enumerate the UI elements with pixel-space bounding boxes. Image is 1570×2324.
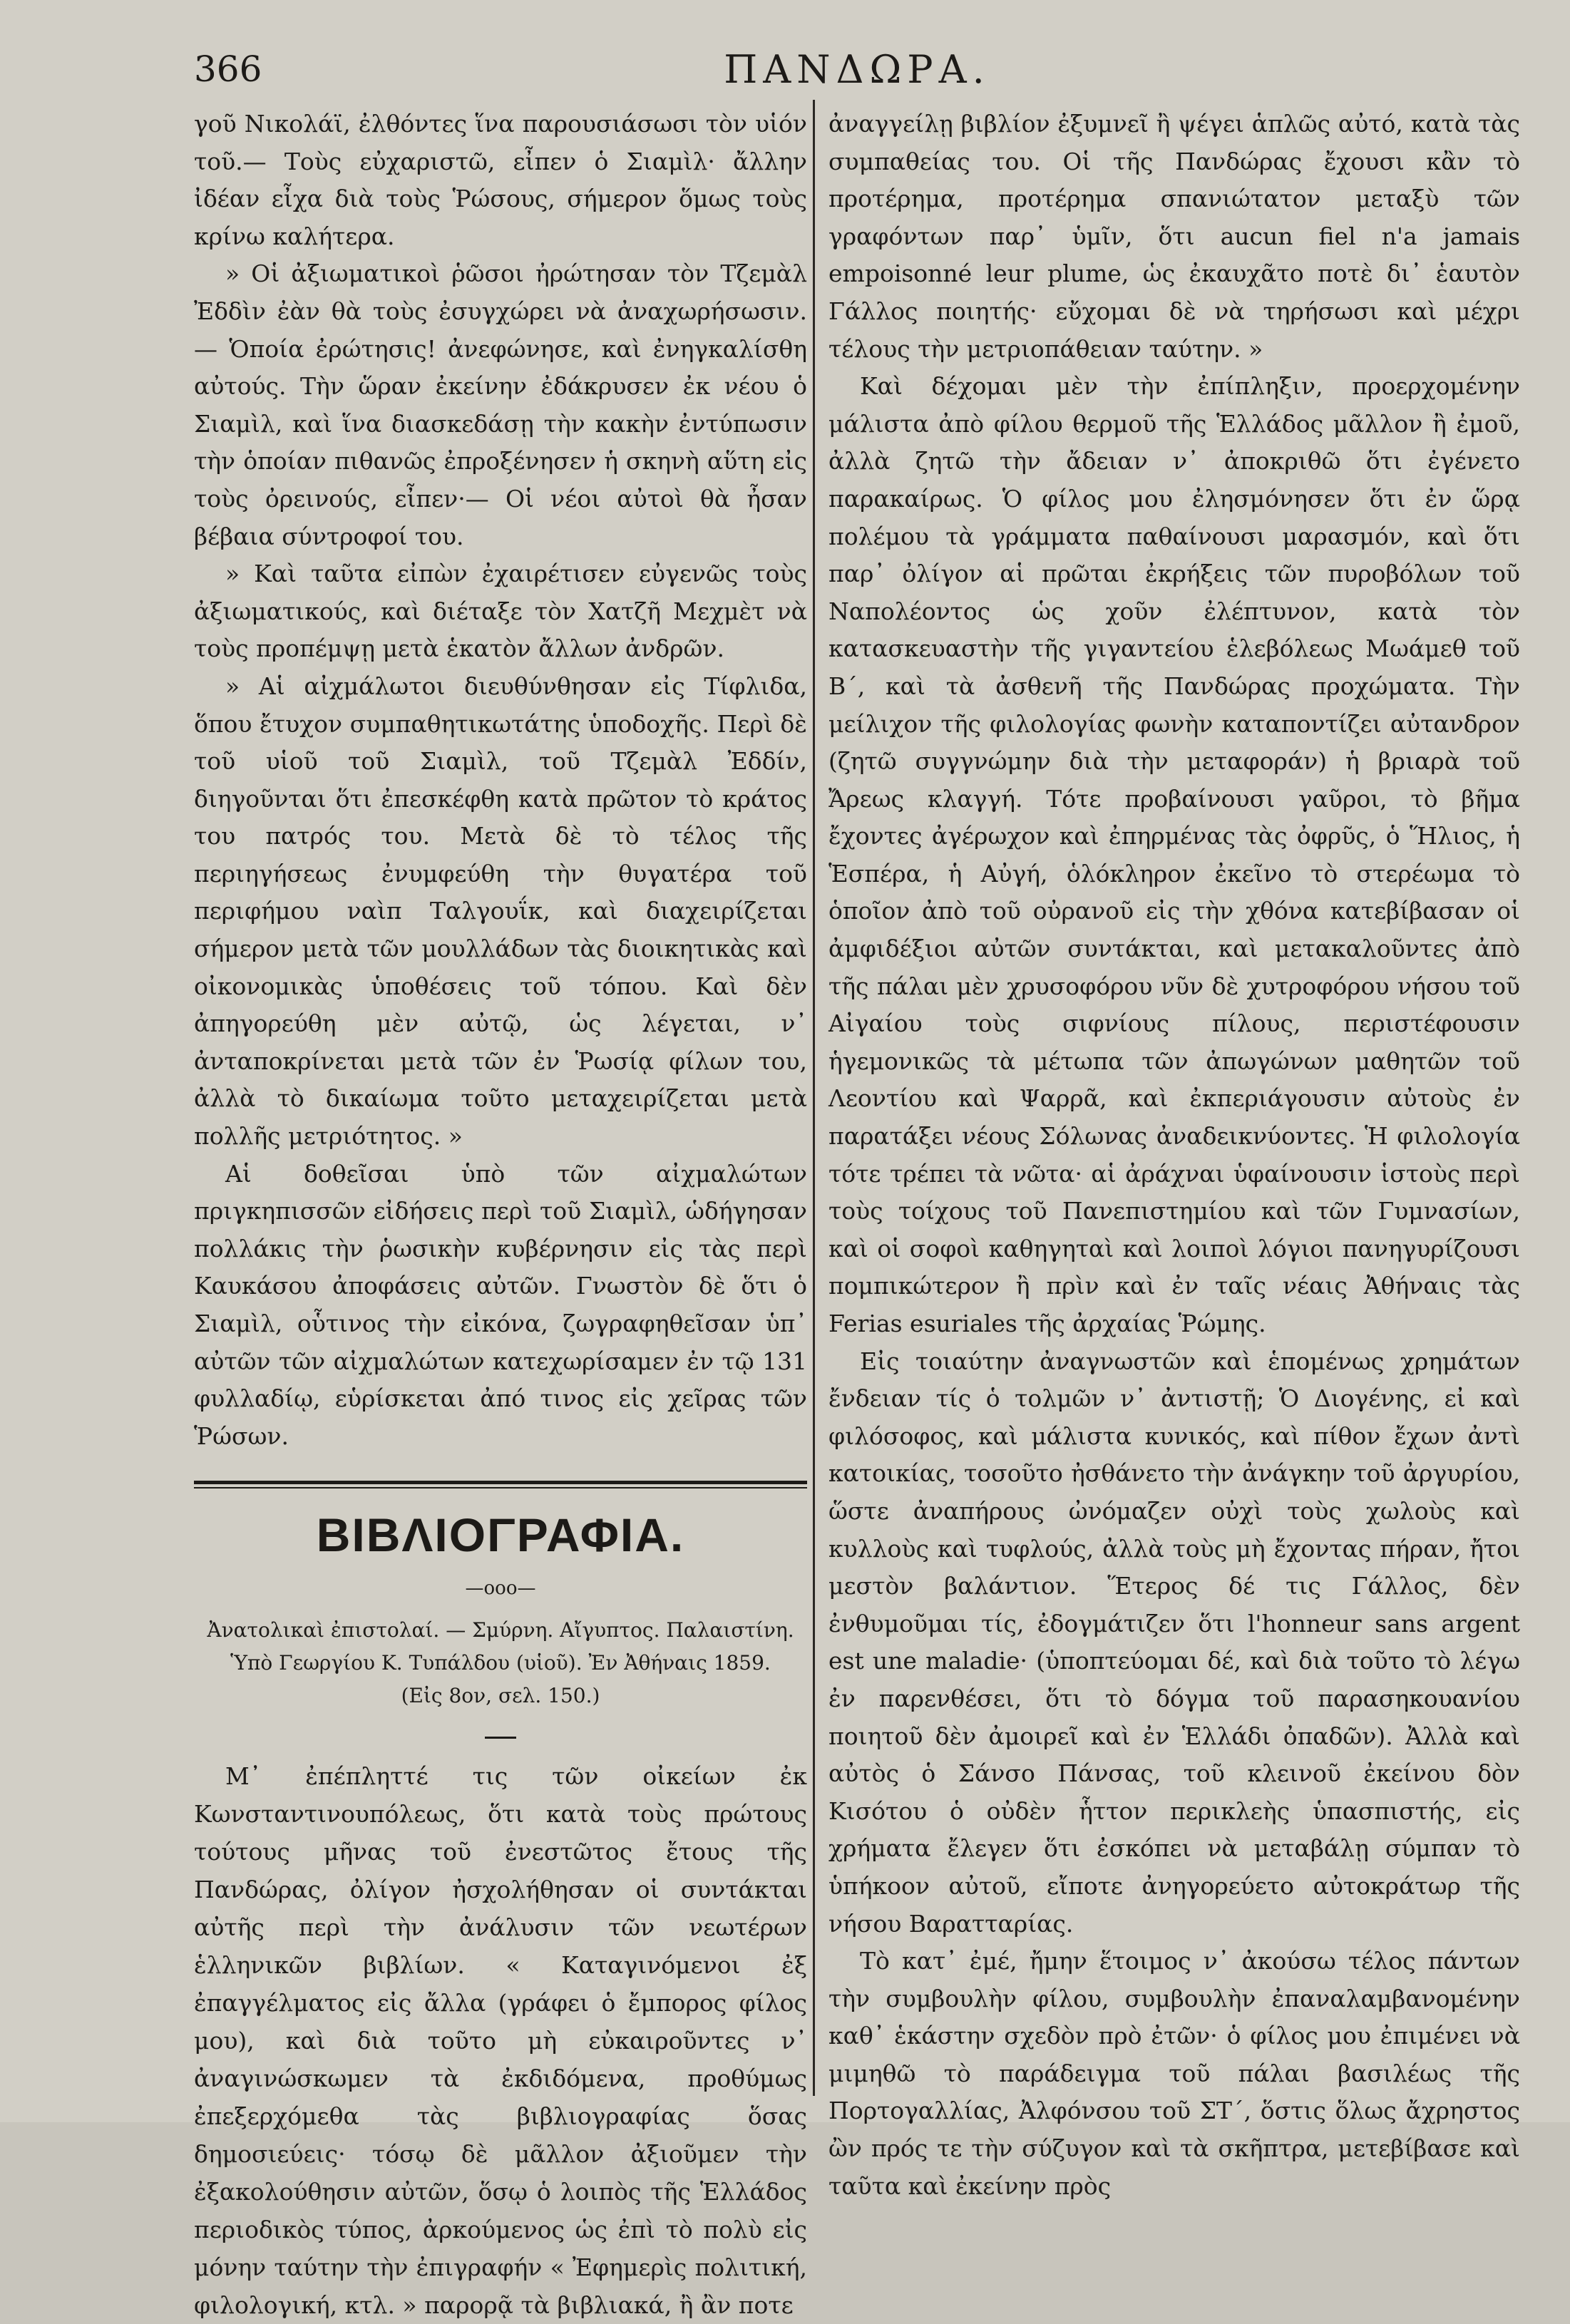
paragraph: ἀναγγείλῃ βιβλίον ἐξυμνεῖ ἢ ψέγει ἁπλῶς αὐτό, κατὰ τὰς συμπαθείας του. Οἱ τῆς Πανδώρας ἔχουσι κἂν τὸ προτέρημα, προτέρημα σπανιώτατον μεταξὺ τῶν γραφόντων παρ᾽ ὑμῖν, ὅτι aucun fiel n'a jamais empoisonné leur plume, ὡς ἐκαυχᾶτο ποτὲ δι᾽ ἑαυτὸν Γάλλος ποιητής· εὔχομαι δὲ νὰ τηρήσωσι καὶ μέχρι τέλους τὴν μετριοπάθειαν ταύτην. » bbox=[828, 110, 1520, 363]
paragraph: Μ᾽ ἐπέπληττέ τις τῶν οἰκείων ἐκ Κωνσταντινουπόλεως, ὅτι κατὰ τοὺς πρώτους τούτους μῆνας τοῦ ἐνεστῶτος ἔτους τῆς Πανδώρας, ὀλίγον ἠσχολήθησαν οἱ συντάκται αὐτῆς περὶ τὴν ἀνάλυσιν τῶν νεωτέρων ἑλληνικῶν βιβλίων. « Καταγινόμενοι ἐξ ἐπαγγέλματος εἰς ἄλλα (γράφει ὁ ἔμπορος φίλος μου), καὶ διὰ τοῦτο μὴ εὐκαιροῦντες ν᾽ ἀναγινώσκωμεν τὰ ἐκδιδόμενα, προθύμως ἐπεξερχόμεθα τὰς βιβλιογραφίας ὅσας δημοσιεύεις· τόσῳ δὲ μᾶλλον ἀξιοῦμεν τὴν ἐξακολούθησιν αὐτῶν, ὅσῳ ὁ λοιπὸς τῆς Ἑλλάδος περιοδικὸς τύπος, ἀρκούμενος ὡς ἐπὶ τὸ πολὺ εἰς μόνην ταύτην τὴν ἐπιγραφήν « Ἐφημερὶς πολιτική, φιλολογική, κτλ. » παρορᾷ τὰ βιβλιακά, ἢ ἂν ποτε bbox=[194, 1762, 807, 2320]
column-divider bbox=[813, 100, 815, 2096]
page-header bbox=[194, 41, 1520, 98]
paragraph: » Αἱ αἰχμάλωτοι διευθύνθησαν εἰς Τίφλιδα, ὅπου ἔτυχον συμπαθητικωτάτης ὑποδοχῆς. Περὶ δὲ τοῦ υἱοῦ τοῦ Σιαμὶλ, τοῦ Τζεμὰλ Ἐδδίν, διηγοῦνται ὅτι ἐπεσκέφθη κατὰ πρῶτον τὸ κράτος του πατρός του. Μετὰ δὲ τὸ τέλος τῆς περιηγήσεως ἐνυμφεύθη τὴν θυγατέρα τοῦ περιφήμου ναὶπ Ταλγουΐκ, καὶ διαχειρίζεται σήμερον μετὰ τῶν μουλλάδων τὰς διοικητικὰς καὶ οἰκονομικὰς ὑποθέσεις τοῦ τόπου. Καὶ δὲν ἀπηγορεύθη μὲν αὐτῷ, ὡς λέγεται, ν᾽ ἀνταποκρίνεται μετὰ τῶν ἐν Ῥωσίᾳ φίλων του, ἀλλὰ τὸ δικαίωμα τοῦτο μεταχειρίζεται μετὰ πολλῆς μετριότητος. » bbox=[194, 672, 807, 1151]
short-divider bbox=[485, 1737, 516, 1739]
left-column bbox=[194, 106, 807, 2324]
section-separator: —οοο— bbox=[465, 1578, 536, 1600]
section-title: ΒΙΒΛΙΟΓΡΑΦΙΑ. bbox=[316, 1508, 685, 1562]
citation-line-3: (Εἰς 8ον, σελ. 150.) bbox=[401, 1684, 600, 1708]
paragraph: » Καὶ ταῦτα εἰπὼν ἐχαιρέτισεν εὐγενῶς τοὺς ἀξιωματικούς, καὶ διέταξε τὸν Χατζῆ Μεχμὲτ νὰ τοὺς προπέμψῃ μετὰ ἑκατὸν ἄλλων ἀνδρῶν. bbox=[194, 560, 807, 663]
running-title: ΠΑΝΔΩΡΑ. bbox=[724, 47, 990, 92]
section-rule-thick bbox=[194, 1481, 807, 1484]
page-number: 366 bbox=[194, 48, 262, 90]
citation-line-1: Ἀνατολικαὶ ἐπιστολαί. — Σμύρνη. Αἴγυπτος. Παλαιστίνη. bbox=[207, 1618, 794, 1642]
right-column bbox=[828, 106, 1520, 2205]
paragraph: Εἰς τοιαύτην ἀναγνωστῶν καὶ ἑπομένως χρημάτων ἔνδειαν τίς ὁ τολμῶν ν᾽ ἀντιστῇ; Ὁ Διογένης, εἰ καὶ φιλόσοφος, καὶ μάλιστα κυνικός, καὶ πίθον ἔχων ἀντὶ κατοικίας, τοσοῦτο ἠσθάνετο τὴν ἀνάγκην τοῦ ἀργυρίου, ὥστε ἀναπήρους ὠνόμαζεν οὐχὶ τοὺς χωλοὺς καὶ κυλλοὺς καὶ τυφλούς, ἀλλὰ τοὺς μὴ ἔχοντας πήραν, ἤτοι μεστὸν βαλάντιον. Ἕτερος δέ τις Γάλλος, δὲν ἐνθυμοῦμαι τίς, ἐδογμάτιζεν ὅτι l'honneur sans argent est une maladie· (ὑποπτεύομαι δέ, καὶ διὰ τοῦτο τὸ λέγω ἐν παρενθέσει, ὅτι τὸ δόγμα τοῦ παρασηκουανίου ποιητοῦ δὲν ἀμοιρεῖ καὶ ἐν Ἑλλάδι ὀπαδῶν). Ἀλλὰ καὶ αὐτὸς ὁ Σάνσο Πάνσας, τοῦ κλεινοῦ ἐκείνου δὸν Κισότου ὁ οὐδὲν ἧττον περικλεὴς ὑπασπιστής, εἰς χρήματα ἔλεγεν ὅτι ἐσκόπει νὰ μεταβάλῃ σύμπαν τὸ ὑπήκοον αὐτοῦ, εἴποτε ἀνηγορεύετο αὐτοκράτωρ τῆς νήσου Βαρατταρίας. bbox=[828, 1347, 1520, 1938]
paragraph: » Οἱ ἀξιωματικοὶ ῥῶσοι ἠρώτησαν τὸν Τζεμὰλ Ἐδδὶν ἐὰν θὰ τοὺς ἐσυγχώρει νὰ ἀναχωρήσωσιν.— Ὁποία ἐρώτησις! ἀνεφώνησε, καὶ ἐνηγκαλίσθη αὐτούς. Τὴν ὥραν ἐκείνην ἐδάκρυσεν ἐκ νέου ὁ Σιαμὶλ, καὶ ἵνα διασκεδάσῃ τὴν κακὴν ἐντύπωσιν τὴν ὁποίαν πιθανῶς ἐπροξένησεν ἡ σκηνὴ αὕτη εἰς τοὺς ὀρεινούς, εἶπεν·— Οἱ νέοι αὐτοὶ θὰ ἦσαν βέβαια σύντροφοί του. bbox=[194, 259, 807, 550]
paragraph: γοῦ Νικολάϊ, ἐλθόντες ἵνα παρουσιάσωσι τὸν υἱόν τοῦ.— Τοὺς εὐχαριστῶ, εἶπεν ὁ Σιαμὶλ· ἄλλην ἰδέαν εἶχα διὰ τοὺς Ῥώσους, σήμερον ὅμως τοὺς κρίνω καλήτερα. bbox=[194, 110, 807, 250]
citation-line-2: Ὑπὸ Γεωργίου Κ. Τυπάλδου (υἱοῦ). Ἐν Ἀθήναις 1859. bbox=[230, 1651, 771, 1675]
paragraph: Καὶ δέχομαι μὲν τὴν ἐπίπληξιν, προερχομένην μάλιστα ἀπὸ φίλου θερμοῦ τῆς Ἑλλάδος μᾶλλον ἢ ἐμοῦ, ἀλλὰ ζητῶ τὴν ἄδειαν ν᾽ ἀποκριθῶ ὅτι ἐγένετο παρακαίρως. Ὁ φίλος μου ἐλησμόνησεν ὅτι ἐν ὥρᾳ πολέμου τὰ γράμματα παθαίνουσι μαρασμόν, καὶ ὅτι παρ᾽ ὀλίγον αἱ πρῶται ἐκρήξεις τῶν πυροβόλων τοῦ Ναπολέοντος ὡς χοῦν ἐλέπτυνον, κατὰ τὸν κατασκευαστὴν τῆς γιγαντείου ἑλεβόλεως Μωάμεθ τοῦ Β΄, καὶ τὰ ἀσθενῆ τῆς Πανδώρας προχώματα. Τὴν μείλιχον τῆς φιλολογίας φωνὴν καταποντίζει αὐτανδρον (ζητῶ συγγνώμην διὰ τὴν μεταφοράν) ἡ βριαρὰ τοῦ Ἄρεως κλαγγή. Τότε προβαίνουσι γαῦροι, τὸ βῆμα ἔχοντες ἀγέρωχον καὶ ἐπηρμένας τὰς ὀφρῦς, ὁ Ἥλιος, ἡ Ἑσπέρα, ἡ Αὐγή, ὁλόκληρον ἐκεῖνο τὸ στερέωμα τὸ ὁποῖον ἀπὸ τοῦ οὐρανοῦ εἰς τὴν χθόνα κατεβίβασαν οἱ ἀμφιδέξιοι αὐτῶν συντάκται, καὶ μετακαλοῦντες ἀπὸ τῆς πάλαι μὲν χρυσοφόρου νῦν δὲ χυτροφόρου νήσου τοῦ Αἰγαίου τοὺς σιφνίους πίλους, περιστέφουσιν ἡγεμονικῶς τὰ μέτωπα τῶν ἀπωγώνων μαθητῶν τοῦ Λεοντίου καὶ Ψαρρᾶ, καὶ ἐκπεριάγουσιν αὐτοὺς ἐν παρατάξει νέους Σόλωνας ἀναδεικνύοντες. Ἡ φιλολογία τότε τρέπει τὰ νῶτα· αἱ ἀράχναι ὑφαίνουσιν ἱστοὺς περὶ τοὺς τοίχους τοῦ Πανεπιστημίου καὶ τῶν Γυμνασίων, καὶ οἱ σοφοὶ καθηγηταὶ καὶ λοιποὶ λόγιοι πανηγυρίζουσι πομπικώτερον ἢ πρὶν καὶ ἐν ταῖς νέαις Ἀθήναις τὰς Ferias esuriales τῆς ἀρχαίας Ῥώμης. bbox=[828, 372, 1520, 1337]
section-rule-thin bbox=[194, 1487, 807, 1489]
right-article-text bbox=[828, 106, 1520, 2205]
paragraph: Τὸ κατ᾽ ἐμέ, ἤμην ἕτοιμος ν᾽ ἀκούσω τέλος πάντων τὴν συμβουλὴν φίλου, συμβουλὴν ἐπαναλαμβανομένην καθ᾽ ἑκάστην σχεδὸν πρὸ ἐτῶν· ὁ φίλος μου ἐπιμένει νὰ μιμηθῶ τὸ παράδειγμα τοῦ πάλαι βασιλέως τῆς Πορτογαλλίας, Ἀλφόνσου τοῦ ΣΤ΄, ὅστις ὅλως ἄχρηστος ὢν πρός τε τὴν σύζυγον καὶ τὰ σκῆπτρα, μετεβίβασε καὶ ταῦτα καὶ ἐκείνην πρὸς bbox=[828, 1947, 1520, 2200]
review-text bbox=[194, 1757, 807, 2324]
left-article-continuation bbox=[194, 106, 807, 1455]
paragraph: Αἱ δοθεῖσαι ὑπὸ τῶν αἰχμαλώτων πριγκηπισσῶν εἰδήσεις περὶ τοῦ Σιαμὶλ, ὡδήγησαν πολλάκις τὴν ῥωσικὴν κυβέρνησιν εἰς τὰς περὶ Καυκάσου ἀποφάσεις αὐτῶν. Γνωστὸν δὲ ὅτι ὁ Σιαμὶλ, οὗτινος τὴν εἰκόνα, ζωγραφηθεῖσαν ὑπ᾽ αὐτῶν τῶν αἰχμαλώτων κατεχωρίσαμεν ἐν τῷ 131 φυλλαδίῳ, εὑρίσκεται ἀπό τινος εἰς χεῖρας τῶν Ῥώσων. bbox=[194, 1159, 807, 1450]
